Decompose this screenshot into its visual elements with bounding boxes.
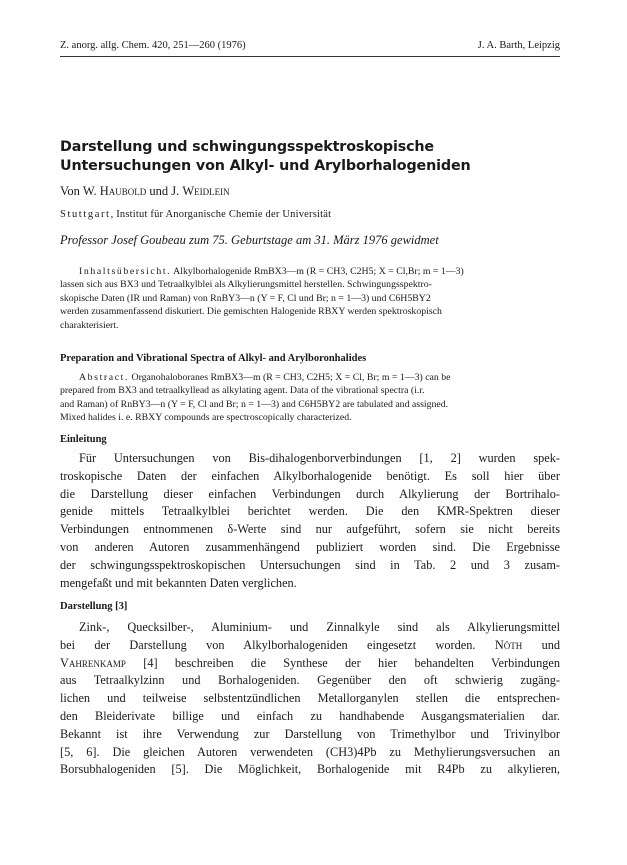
publisher: J. A. Barth, Leipzig: [477, 40, 560, 51]
english-title: Preparation and Vibrational Spectra of Alkyl- and Arylboronhalides: [60, 353, 367, 364]
body-line: troskopische Daten der einfachen Alkylborhalogenide benötigt. Es soll hier über: [60, 468, 560, 483]
title-line: Untersuchungen von Alkyl- und Arylborhalogeniden: [60, 158, 471, 174]
abstract-line: Inhaltsübersicht. Alkylborhalogenide RmBX3—m (R = CH3, C2H5; X = Cl,Br; m = 1—3): [79, 266, 464, 277]
body-line: lichen und teilweise selbstentzündlichen Metallorganylen stellen die entsprechen-: [60, 691, 560, 706]
abstract-label: Inhaltsübersicht.: [79, 266, 172, 277]
body-line: Für Untersuchungen von Bis-dihalogenborverbindungen [1, 2] wurden spek-: [79, 451, 560, 465]
article-title: [60, 138, 560, 176]
abstract-line: lassen sich aus BX3 und Tetraalkylblei als Alkylierungsmittel herstellen. Schwingungsspektro-: [60, 279, 432, 291]
running-header: [60, 40, 560, 52]
author-joiner: und J.: [146, 184, 183, 198]
body-line: aus Tetraalkylzinn und Borhalogeniden. Gegenüber den oft schwierig zugäng-: [60, 673, 560, 688]
section-heading-einleitung: Einleitung: [60, 434, 107, 445]
author-ref: Nöth: [494, 637, 523, 652]
abstract-line: Abstract. Organohaloboranes RmBX3—m (R = CH3, C2H5; X = Cl, Br; m = 1—3) can be: [79, 372, 451, 383]
body-line: bei der Darstellung von Alkylborhalogeniden eingesetzt worden. Nöth und: [60, 637, 561, 652]
abstract-label: Abstract.: [79, 372, 130, 383]
title-line: Darstellung und schwingungsspektroskopische: [60, 139, 434, 155]
body-line: Vahrenkamp [4] beschreiben die Synthese der hier behandelten Verbindungen: [60, 655, 560, 670]
einleitung-paragraph: [60, 450, 560, 592]
affiliation-city: Stuttgart: [60, 209, 111, 220]
body-line: Zink-, Quecksilber-, Aluminium- und Zinnalkyle sind als Alkylierungsmittel: [79, 620, 560, 634]
abstract-line: and Raman) of RnBY3—n (Y = F, Cl and Br; n = 1—3) and C6H5BY2 are tabulated and assigned.: [60, 398, 449, 410]
header-rule: [60, 56, 560, 57]
body-line: [5, 6]. Die gleichen Autoren verwendeten (CH3)4Pb zu Methylierungsversuchen an: [60, 744, 560, 759]
body-line: Borsubhalogeniden [5]. Die Möglichkeit, Borhalogenide mit R4Pb zu alkylieren,: [60, 762, 560, 777]
abstract-line: skopische Daten (IR und Raman) von RnBY3—n (Y = F, Cl und Br; n = 1—3) und C6H5BY2: [60, 292, 431, 304]
body-line: genide mittels Tetraalkylblei berichtet werden. Die den KMR-Spektren dieser: [60, 504, 560, 519]
affiliation-institute: , Institut für Anorganische Chemie der Universität: [110, 209, 332, 220]
section-heading-darstellung: Darstellung [3]: [60, 601, 128, 612]
author-line: [60, 184, 230, 199]
author-name: Weidlein: [182, 184, 230, 198]
affiliation: [60, 209, 331, 220]
darstellung-paragraph: [60, 619, 560, 779]
abstract-line: prepared from BX3 and tetraalkyllead as alkylating agent. Data of the vibrational spectra (i.r.: [60, 385, 425, 397]
body-line: die Darstellung dieser einfachen Verbindungen durch Alkylierung der Bortrihalo-: [60, 486, 560, 501]
body-line: Bekannt ist ihre Verwendung zur Darstellung von Trimethylbor und Trivinylbor: [60, 726, 560, 741]
body-line: den Bleiderivate billige und einfach zu handhabende Ausgangsmaterialien dar.: [60, 708, 560, 723]
abstract-line: charakterisiert.: [60, 319, 119, 331]
abstract-line: Mixed halides i. e. RBXY compounds are spectroscopically characterized.: [60, 412, 352, 424]
body-line: mengefaßt und mit bekannten Daten verglichen.: [60, 575, 297, 590]
body-line: Verbindungen entnommenen δ-Werte sind nur aufgeführt, sofern sie nicht bereits: [60, 522, 560, 537]
abstract-line: werden zusammenfassend diskutiert. Die gemischten Halogenide RBXY werden spektroskopisch: [60, 306, 442, 318]
abstract-german: [60, 265, 560, 332]
journal-citation: Z. anorg. allg. Chem. 420, 251—260 (1976): [60, 40, 246, 51]
dedication: Professor Josef Goubeau zum 75. Geburtstage am 31. März 1976 gewidmet: [60, 233, 439, 247]
author-prefix: Von W.: [60, 184, 100, 198]
body-line: von anderen Autoren zusammenhängend publiziert worden sind. Die Ergebnisse: [60, 539, 560, 554]
abstract-english: [60, 371, 560, 425]
author-name: Haubold: [99, 184, 147, 198]
body-line: der schwingungsspektroskopischen Untersuchungen sind in Tab. 2 und 3 zusam-: [60, 557, 560, 572]
author-ref: Vahrenkamp: [60, 655, 126, 670]
